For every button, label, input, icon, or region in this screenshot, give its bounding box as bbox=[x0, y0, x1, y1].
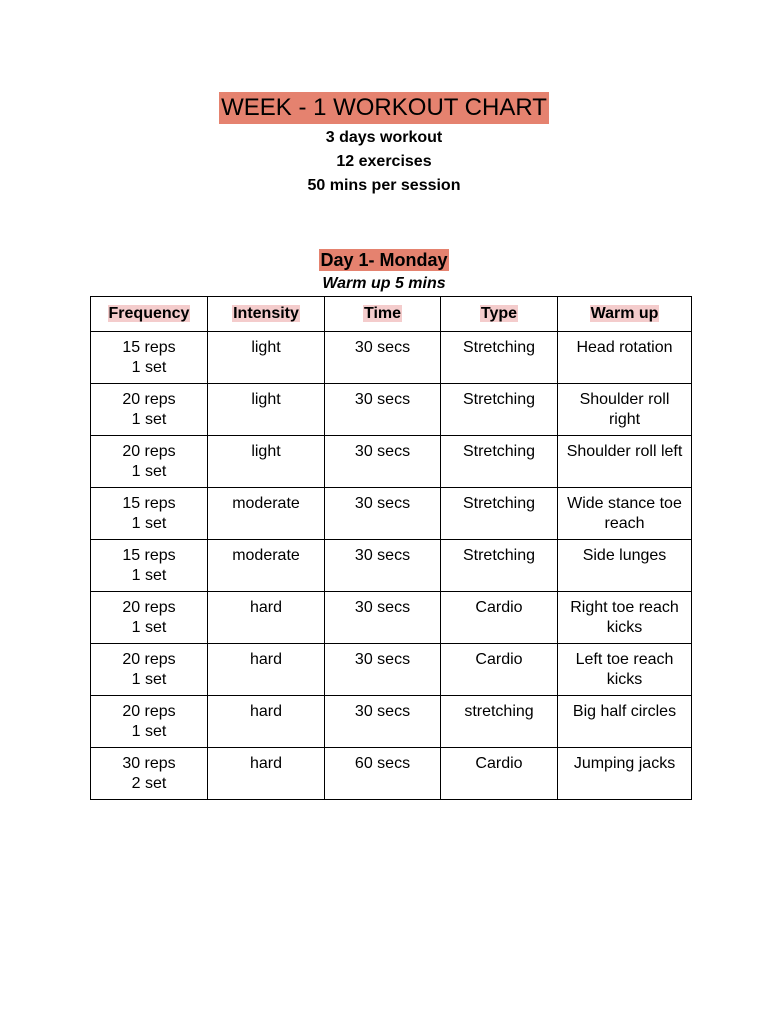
cell-intensity: light bbox=[208, 384, 325, 436]
warmup-line: Head rotation bbox=[576, 339, 673, 356]
header-time bbox=[325, 297, 441, 332]
frequency-sets: 1 set bbox=[131, 618, 167, 636]
table-header-row bbox=[91, 297, 692, 332]
day-title: Day 1- Monday bbox=[320, 250, 448, 270]
warmup-line: Right toe reach bbox=[570, 599, 679, 616]
cell-frequency bbox=[91, 592, 208, 644]
cell-intensity: hard bbox=[208, 696, 325, 748]
workout-table bbox=[90, 296, 692, 800]
frequency-reps: 15 reps bbox=[122, 547, 176, 564]
cell-type: Cardio bbox=[441, 644, 558, 696]
table-row bbox=[91, 540, 692, 592]
warmup-line: kicks bbox=[606, 670, 643, 688]
table-row bbox=[91, 384, 692, 436]
frequency-reps: 15 reps bbox=[122, 339, 176, 356]
table-row bbox=[91, 644, 692, 696]
cell-warmup bbox=[558, 332, 692, 384]
cell-time: 30 secs bbox=[325, 592, 441, 644]
header-label: Intensity bbox=[233, 305, 299, 323]
warmup-line: Jumping jacks bbox=[573, 755, 676, 772]
cell-frequency bbox=[91, 488, 208, 540]
summary-duration: 50 mins per session bbox=[307, 177, 461, 194]
frequency-reps: 30 reps bbox=[122, 755, 176, 772]
header-label: Warm up bbox=[590, 305, 659, 323]
warmup-line: right bbox=[608, 410, 641, 428]
summary-days: 3 days workout bbox=[325, 129, 443, 146]
frequency-sets: 1 set bbox=[131, 722, 167, 740]
cell-time: 30 secs bbox=[325, 488, 441, 540]
header-label: Time bbox=[363, 305, 402, 323]
warmup-line: reach bbox=[604, 514, 645, 532]
cell-type: Stretching bbox=[441, 384, 558, 436]
cell-time: 30 secs bbox=[325, 332, 441, 384]
cell-time: 30 secs bbox=[325, 644, 441, 696]
page-title: WEEK - 1 WORKOUT CHART bbox=[219, 92, 549, 124]
warmup-line: kicks bbox=[606, 618, 643, 636]
cell-warmup bbox=[558, 540, 692, 592]
warmup-line: Shoulder roll bbox=[579, 391, 670, 408]
cell-intensity: light bbox=[208, 332, 325, 384]
cell-intensity: hard bbox=[208, 644, 325, 696]
cell-time: 30 secs bbox=[325, 540, 441, 592]
cell-frequency bbox=[91, 644, 208, 696]
summary-exercises: 12 exercises bbox=[336, 153, 432, 170]
frequency-sets: 1 set bbox=[131, 670, 167, 688]
cell-warmup bbox=[558, 748, 692, 800]
frequency-sets: 2 set bbox=[131, 774, 167, 792]
frequency-sets: 1 set bbox=[131, 358, 167, 376]
table-row bbox=[91, 436, 692, 488]
header-type bbox=[441, 297, 558, 332]
frequency-sets: 1 set bbox=[131, 410, 167, 428]
cell-time: 30 secs bbox=[325, 384, 441, 436]
cell-frequency bbox=[91, 748, 208, 800]
cell-type: Stretching bbox=[441, 332, 558, 384]
cell-warmup bbox=[558, 436, 692, 488]
cell-frequency bbox=[91, 540, 208, 592]
header-frequency bbox=[91, 297, 208, 332]
cell-warmup bbox=[558, 644, 692, 696]
warmup-line: Big half circles bbox=[572, 703, 677, 720]
frequency-reps: 20 reps bbox=[122, 391, 176, 408]
frequency-reps: 15 reps bbox=[122, 495, 176, 512]
cell-warmup bbox=[558, 696, 692, 748]
table-row bbox=[91, 332, 692, 384]
cell-intensity: moderate bbox=[208, 488, 325, 540]
table-row bbox=[91, 592, 692, 644]
warmup-line: Left toe reach bbox=[575, 651, 674, 668]
cell-frequency bbox=[91, 384, 208, 436]
frequency-sets: 1 set bbox=[131, 566, 167, 584]
table-body bbox=[91, 332, 692, 800]
cell-frequency bbox=[91, 436, 208, 488]
header-intensity bbox=[208, 297, 325, 332]
header-warmup bbox=[558, 297, 692, 332]
cell-frequency bbox=[91, 696, 208, 748]
cell-frequency bbox=[91, 332, 208, 384]
cell-time: 30 secs bbox=[325, 696, 441, 748]
table-row bbox=[91, 488, 692, 540]
frequency-reps: 20 reps bbox=[122, 703, 176, 720]
cell-warmup bbox=[558, 488, 692, 540]
day-heading-block bbox=[0, 249, 768, 271]
cell-type: Stretching bbox=[441, 436, 558, 488]
cell-type: stretching bbox=[441, 696, 558, 748]
cell-intensity: hard bbox=[208, 592, 325, 644]
header-label: Type bbox=[480, 305, 518, 323]
frequency-reps: 20 reps bbox=[122, 651, 176, 668]
cell-type: Stretching bbox=[441, 488, 558, 540]
header-label: Frequency bbox=[108, 305, 190, 323]
cell-time: 60 secs bbox=[325, 748, 441, 800]
frequency-sets: 1 set bbox=[131, 514, 167, 532]
cell-intensity: light bbox=[208, 436, 325, 488]
frequency-sets: 1 set bbox=[131, 462, 167, 480]
cell-time: 30 secs bbox=[325, 436, 441, 488]
cell-warmup bbox=[558, 592, 692, 644]
warmup-note: Warm up 5 mins bbox=[322, 275, 446, 292]
frequency-reps: 20 reps bbox=[122, 599, 176, 616]
title-block bbox=[0, 92, 768, 124]
cell-type: Stretching bbox=[441, 540, 558, 592]
cell-intensity: hard bbox=[208, 748, 325, 800]
cell-warmup bbox=[558, 384, 692, 436]
warmup-line: Side lunges bbox=[582, 547, 667, 564]
warmup-line: Shoulder roll left bbox=[566, 443, 683, 460]
cell-type: Cardio bbox=[441, 592, 558, 644]
table-row bbox=[91, 748, 692, 800]
warmup-line: Wide stance toe bbox=[567, 495, 682, 512]
table-row bbox=[91, 696, 692, 748]
frequency-reps: 20 reps bbox=[122, 443, 176, 460]
cell-intensity: moderate bbox=[208, 540, 325, 592]
cell-type: Cardio bbox=[441, 748, 558, 800]
